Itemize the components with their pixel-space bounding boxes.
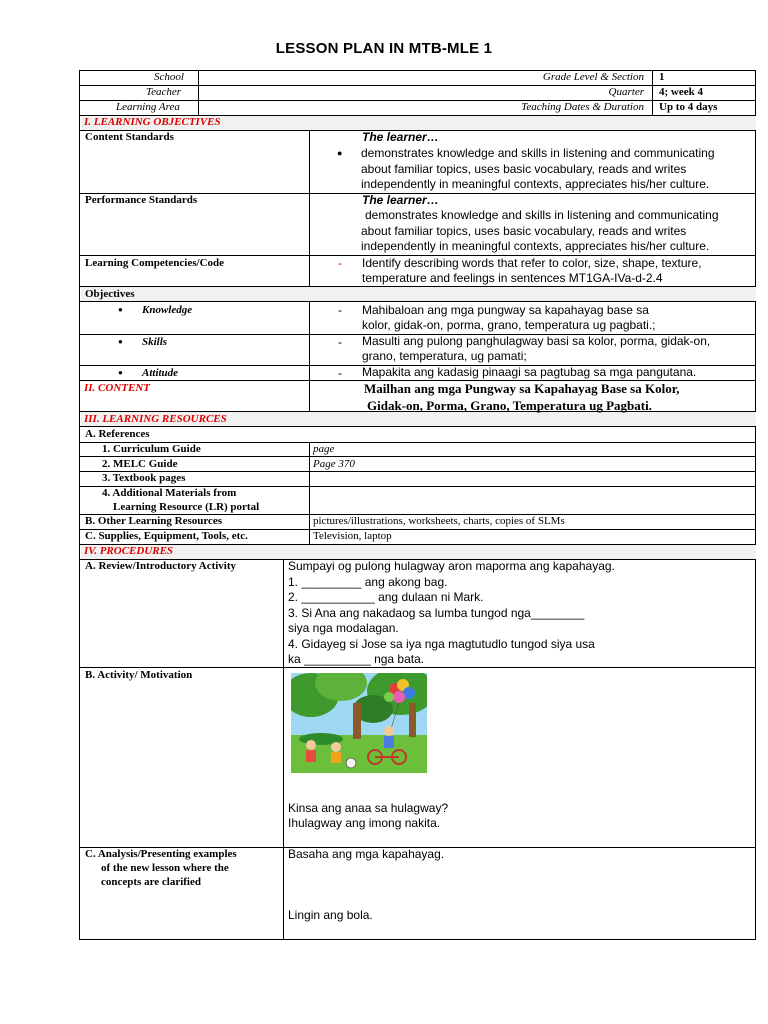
learning-area-label: Learning Area: [116, 101, 180, 113]
performance-standards-label: Performance Standards: [85, 194, 198, 206]
bullet-icon: ●: [337, 148, 343, 158]
competency-line: Identify describing words that refer to color, size, shape, texture,: [362, 256, 702, 270]
performance-standards-line: demonstrates knowledge and skills in listening and communicating: [365, 208, 719, 222]
teaching-dates-label: Teaching Dates & Duration: [521, 101, 644, 113]
review-line: 1. _________ ang akong bag.: [288, 575, 448, 589]
additional-materials-label: 4. Additional Materials from: [102, 487, 237, 499]
activity-line: Kinsa ang anaa sa hulagway?: [288, 801, 449, 815]
competency-dash: -: [338, 256, 342, 270]
analysis-line: Basaha ang mga kapahayag.: [288, 847, 445, 861]
dash: -: [338, 366, 342, 380]
attitude-label: Attitude: [142, 367, 179, 379]
performance-learner: The learner…: [362, 193, 439, 207]
content-title-line: Gidak-on, Porma, Grano, Temperatura ug Pagbati.: [367, 398, 652, 413]
dash: -: [338, 303, 342, 317]
page-title: LESSON PLAN IN MTB-MLE 1: [275, 40, 493, 57]
kids-playing-illustration: [291, 673, 427, 773]
section-learning-resources: III. LEARNING RESOURCES: [84, 413, 227, 425]
grade-level-value: 1: [659, 71, 665, 83]
teaching-dates-value: Up to 4 days: [659, 101, 718, 113]
textbook-pages-label: 3. Textbook pages: [102, 472, 186, 484]
bullet-icon: ●: [118, 368, 123, 377]
melc-guide-value: Page 370: [313, 458, 355, 470]
attitude-line: Mapakita ang kadasig pinaagi sa pagtubag sa mga pangutana.: [362, 365, 697, 379]
content-title-line: Mailhan ang mga Pungway sa Kapahayag Base sa Kolor,: [364, 381, 680, 396]
content-standards-line: about familiar topics, uses basic vocabulary, reads and writes: [361, 162, 687, 176]
grade-level-label: Grade Level & Section: [542, 71, 644, 83]
review-line: siya nga modalagan.: [288, 621, 399, 635]
other-resources-label: B. Other Learning Resources: [85, 515, 223, 527]
content-learner: The learner…: [362, 130, 439, 144]
supplies-label: C. Supplies, Equipment, Tools, etc.: [85, 530, 248, 542]
skills-label: Skills: [142, 336, 168, 348]
skills-line: Masulti ang pulong panghulagway basi sa kolor, porma, gidak-on,: [362, 334, 711, 348]
review-line: Sumpayi og pulong hulagway aron maporma ang kapahayag.: [288, 559, 615, 573]
curriculum-guide-value: page: [313, 443, 335, 455]
activity-label: B. Activity/ Motivation: [85, 669, 193, 681]
bullet-icon: ●: [118, 337, 123, 346]
references-label: A. References: [85, 428, 150, 440]
quarter-value: 4; week 4: [659, 86, 703, 98]
curriculum-guide-label: 1. Curriculum Guide: [102, 443, 201, 455]
skills-line: grano, temperatura, ug pamati;: [362, 349, 527, 363]
review-line: 3. Si Ana ang nakadaog sa lumba tungod nga________: [288, 606, 585, 620]
teacher-label: Teacher: [146, 86, 182, 98]
knowledge-line: kolor, gidak-on, porma, grano, temperatura ug pagbati.;: [362, 318, 656, 332]
objectives-row-bg: [81, 287, 756, 301]
review-line: 4. Gidayeg si Jose sa iya nga magtutudlo tungod siya usa: [288, 637, 595, 651]
content-standards-line: demonstrates knowledge and skills in listening and communicating: [361, 146, 715, 160]
supplies-value: Television, laptop: [313, 530, 392, 542]
section-content: II. CONTENT: [84, 382, 151, 394]
review-label: A. Review/Introductory Activity: [85, 560, 237, 572]
quarter-label: Quarter: [608, 86, 644, 98]
analysis-label: C. Analysis/Presenting examples: [85, 848, 237, 860]
dash: -: [338, 335, 342, 349]
additional-materials-label: Learning Resource (LR) portal: [113, 501, 260, 513]
content-standards-line: independently in meaningful contexts, appreciates his/her culture.: [361, 177, 710, 191]
melc-guide-label: 2. MELC Guide: [102, 458, 178, 470]
competency-line: temperature and feelings in sentences MT1GA-IVa-d-2.4: [362, 271, 663, 285]
knowledge-line: Mahibaloan ang mga pungway sa kapahayag base sa: [362, 303, 649, 317]
school-label: School: [154, 71, 184, 83]
objectives-label: Objectives: [85, 288, 135, 300]
other-resources-value: pictures/illustrations, worksheets, charts, copies of SLMs: [313, 515, 565, 527]
performance-standards-line: about familiar topics, uses basic vocabulary, reads and writes: [361, 224, 687, 238]
analysis-label: concepts are clarified: [101, 876, 201, 888]
content-standards-label: Content Standards: [85, 131, 174, 143]
section-learning-objectives: I. LEARNING OBJECTIVES: [84, 116, 221, 128]
review-line: ka __________ nga bata.: [288, 652, 425, 666]
section-procedures: IV. PROCEDURES: [84, 545, 174, 557]
activity-line: Ihulagway ang imong nakita.: [288, 816, 441, 830]
bullet-icon: ●: [118, 305, 123, 314]
performance-standards-line: independently in meaningful contexts, appreciates his/her culture.: [361, 239, 710, 253]
analysis-label: of the new lesson where the: [101, 862, 229, 874]
knowledge-label: Knowledge: [142, 304, 193, 316]
analysis-line: Lingin ang bola.: [288, 908, 373, 922]
competencies-label: Learning Competencies/Code: [85, 257, 225, 269]
review-line: 2. ___________ ang dulaan ni Mark.: [288, 590, 484, 604]
section-procedures-bg: [81, 545, 756, 559]
